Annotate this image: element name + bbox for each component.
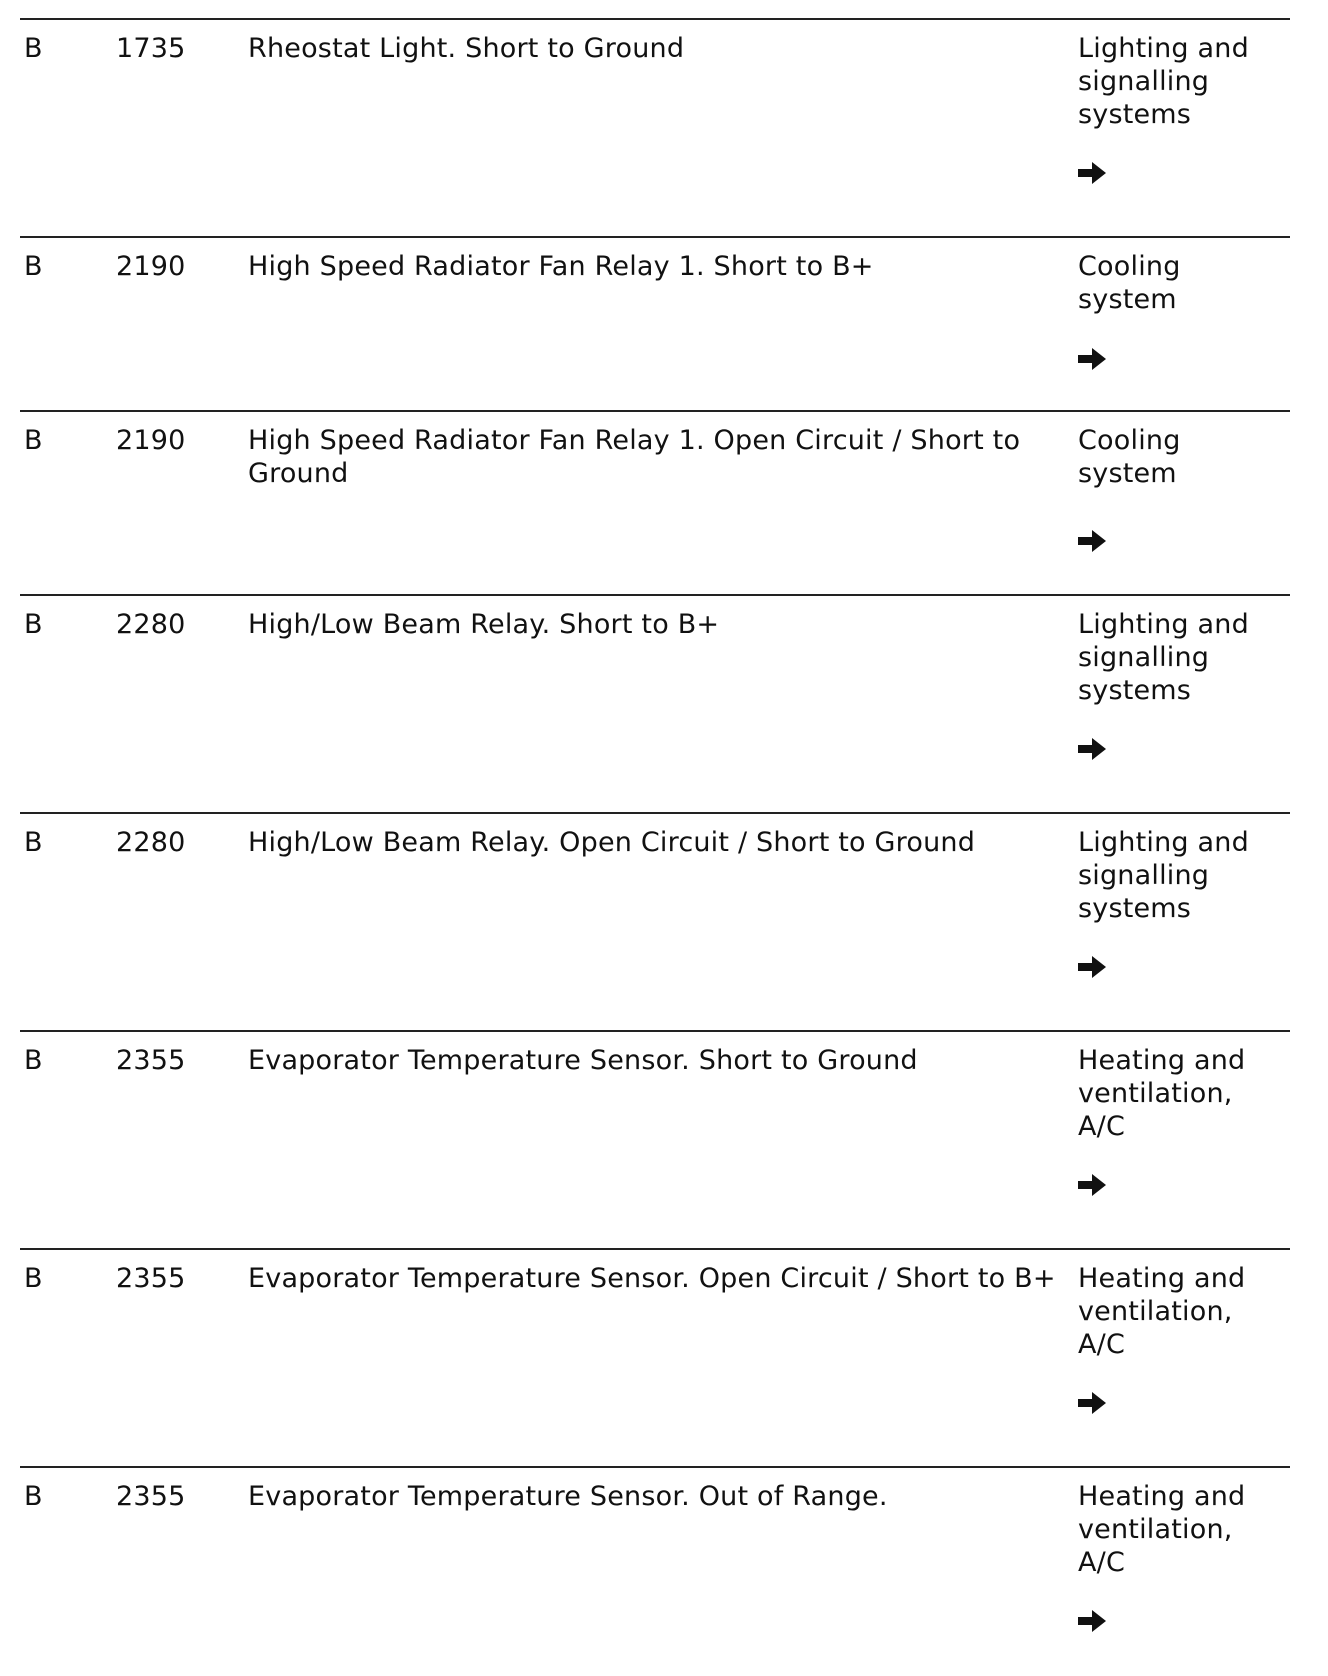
- table-row: [20, 1466, 1290, 1676]
- system-line: Lighting and: [1078, 33, 1249, 64]
- fault-description: Evaporator Temperature Sensor. Open Circuit / Short to B+: [248, 1263, 1056, 1294]
- fault-code: 2280: [116, 609, 186, 640]
- system-line: Heating and: [1078, 1481, 1246, 1512]
- system-line: Cooling: [1078, 425, 1181, 456]
- arrow-right-icon[interactable]: [1078, 1174, 1106, 1196]
- fault-description: High Speed Radiator Fan Relay 1. Short to B+: [248, 251, 874, 282]
- system-category: [1078, 250, 1290, 316]
- fault-code-table: [20, 18, 1290, 1676]
- code-prefix: B: [24, 609, 43, 640]
- system-line: ventilation,: [1078, 1078, 1233, 1109]
- code-prefix: B: [24, 251, 43, 282]
- fault-code: 2355: [116, 1263, 186, 1294]
- fault-code: 1735: [116, 33, 186, 64]
- arrow-right-icon[interactable]: [1078, 530, 1106, 552]
- system-category: [1078, 1480, 1290, 1579]
- system-line: signalling: [1078, 860, 1210, 891]
- system-category: [1078, 608, 1290, 707]
- system-line: signalling: [1078, 642, 1210, 673]
- system-line: systems: [1078, 893, 1192, 924]
- system-line: ventilation,: [1078, 1296, 1233, 1327]
- arrow-right-icon[interactable]: [1078, 162, 1106, 184]
- fault-description: High/Low Beam Relay. Short to B+: [248, 609, 720, 640]
- arrow-right-icon[interactable]: [1078, 956, 1106, 978]
- system-line: Cooling: [1078, 251, 1181, 282]
- system-line: system: [1078, 284, 1177, 315]
- code-prefix: B: [24, 1263, 43, 1294]
- system-line: Heating and: [1078, 1263, 1246, 1294]
- system-line: A/C: [1078, 1547, 1126, 1578]
- system-line: Lighting and: [1078, 827, 1249, 858]
- system-line: Lighting and: [1078, 609, 1249, 640]
- table-row: [20, 1030, 1290, 1248]
- system-category: [1078, 424, 1290, 490]
- arrow-right-icon[interactable]: [1078, 348, 1106, 370]
- fault-description: High Speed Radiator Fan Relay 1. Open Circuit / Short to Ground: [248, 425, 1021, 489]
- system-line: systems: [1078, 675, 1192, 706]
- fault-description: Evaporator Temperature Sensor. Out of Range.: [248, 1481, 888, 1512]
- fault-description: Rheostat Light. Short to Ground: [248, 33, 685, 64]
- fault-code: 2190: [116, 251, 186, 282]
- system-line: Heating and: [1078, 1045, 1246, 1076]
- system-category: [1078, 826, 1290, 925]
- arrow-right-icon[interactable]: [1078, 738, 1106, 760]
- table-row: [20, 812, 1290, 1030]
- system-category: [1078, 32, 1290, 131]
- code-prefix: B: [24, 425, 43, 456]
- table-row: [20, 18, 1290, 236]
- table-row: [20, 1248, 1290, 1466]
- code-prefix: B: [24, 827, 43, 858]
- system-line: systems: [1078, 99, 1192, 130]
- code-prefix: B: [24, 33, 43, 64]
- code-prefix: B: [24, 1481, 43, 1512]
- code-prefix: B: [24, 1045, 43, 1076]
- arrow-right-icon[interactable]: [1078, 1610, 1106, 1632]
- fault-code: 2190: [116, 425, 186, 456]
- fault-description: Evaporator Temperature Sensor. Short to Ground: [248, 1045, 918, 1076]
- fault-code: 2355: [116, 1481, 186, 1512]
- system-category: [1078, 1262, 1290, 1361]
- system-category: [1078, 1044, 1290, 1143]
- table-row: [20, 236, 1290, 410]
- table-row: [20, 594, 1290, 812]
- fault-code: 2280: [116, 827, 186, 858]
- system-line: ventilation,: [1078, 1514, 1233, 1545]
- fault-code: 2355: [116, 1045, 186, 1076]
- arrow-right-icon[interactable]: [1078, 1392, 1106, 1414]
- system-line: A/C: [1078, 1111, 1126, 1142]
- table-row: [20, 410, 1290, 594]
- system-line: A/C: [1078, 1329, 1126, 1360]
- system-line: system: [1078, 458, 1177, 489]
- system-line: signalling: [1078, 66, 1210, 97]
- fault-description: High/Low Beam Relay. Open Circuit / Short to Ground: [248, 827, 976, 858]
